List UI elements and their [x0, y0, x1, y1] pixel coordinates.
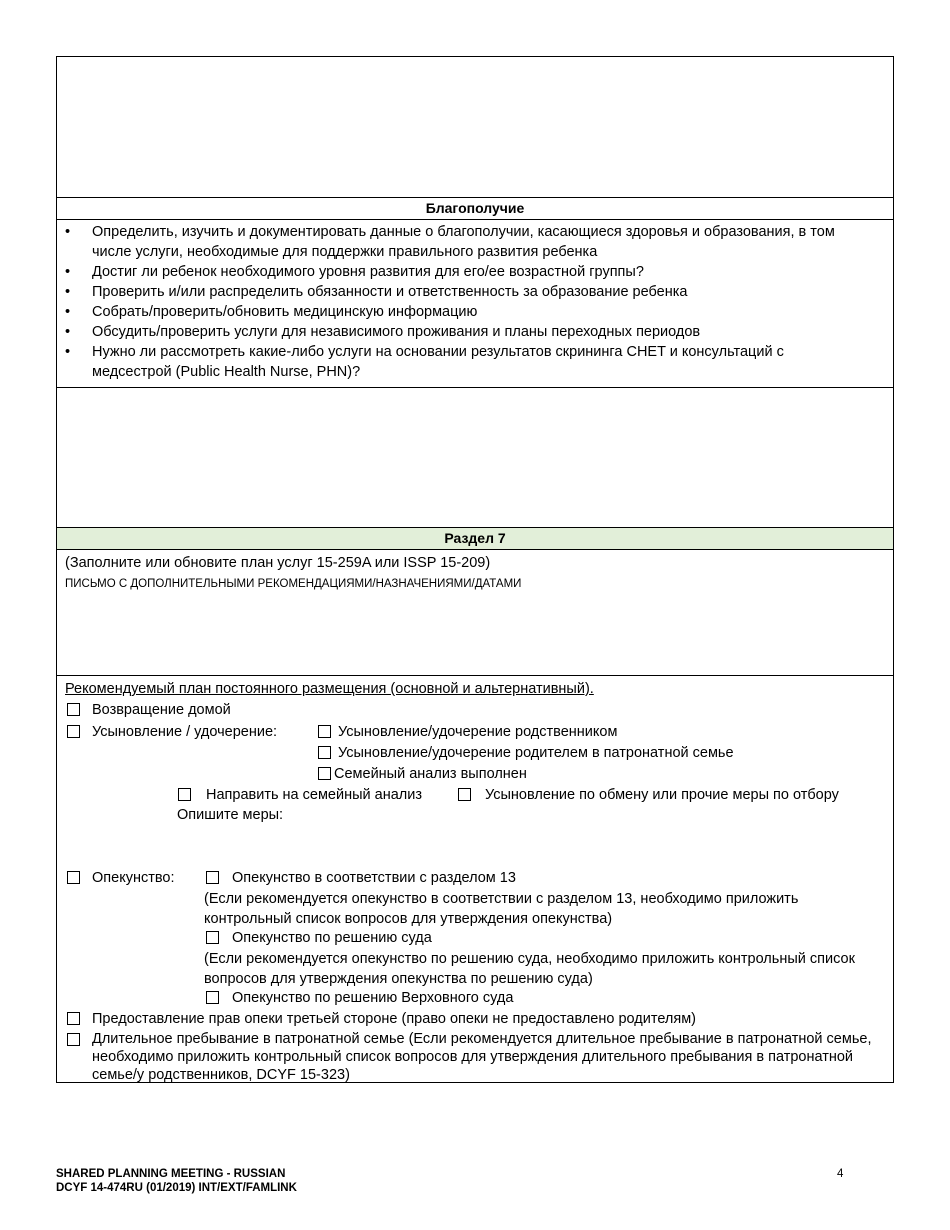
adoption-checkbox[interactable]	[67, 725, 80, 738]
third-party-custody-checkbox[interactable]	[67, 1012, 80, 1025]
permanent-plan-heading: Рекомендуемый план постоянного размещения (основной и альтернативный).	[65, 681, 594, 697]
list-item: • Нужно ли рассмотреть какие-либо услуги на основании результатов скрининга CHET и консультаций с медсестрой (Public Health Nurse, PHN)?	[57, 342, 863, 382]
guardianship-supreme-checkbox[interactable]	[206, 991, 219, 1004]
guardianship-court-label: Опекунство по решению суда	[232, 930, 432, 946]
divider	[57, 675, 893, 676]
guardianship-court-note: (Если рекомендуется опекунство по решению суда, необходимо приложить контрольный список вопросов для утверждения опекунства по решению суда)	[204, 951, 855, 987]
wellbeing-response-area[interactable]	[57, 388, 893, 527]
long-term-foster-checkbox[interactable]	[67, 1033, 80, 1046]
third-party-custody-label: Предоставление прав опеки третьей стороне (право опеки не предоставлено родителям)	[92, 1011, 697, 1027]
section7-instruction: (Заполните или обновите план услуг 15-259A или ISSP 15-209)	[65, 555, 491, 571]
footer-form-id: DCYF 14-474RU (01/2019) INT/EXT/FAMLINK	[56, 1182, 297, 1194]
long-term-foster-label: Длительное пребывание в патронатной семье (Если рекомендуется длительное пребывание в патронатной семье, необходимо приложить контрольный список вопросов для утверждения длительного пребывания в патронатной семье/у родственников, DCYF 15-323)	[92, 1031, 872, 1083]
family-analysis-done-checkbox[interactable]	[318, 767, 331, 780]
form-table	[56, 56, 894, 1083]
adoption-foster-label: Усыновление/удочерение родителем в патронатной семье	[338, 745, 734, 761]
adoption-label: Усыновление / удочерение:	[92, 724, 278, 740]
refer-family-analysis-label: Направить на семейный анализ	[206, 787, 422, 803]
exchange-adoption-label: Усыновление по обмену или прочие меры по отбору	[485, 787, 839, 803]
guardianship-13-label: Опекунство в соответствии с разделом 13	[232, 870, 516, 886]
list-item: • Проверить и/или распределить обязанности и ответственность за образование ребенка	[57, 282, 863, 302]
guardianship-court-checkbox[interactable]	[206, 931, 219, 944]
guardianship-label: Опекунство:	[92, 870, 175, 886]
list-item: • Собрать/проверить/обновить медицинскую информацию	[57, 302, 863, 322]
wellbeing-header: Благополучие	[425, 200, 525, 216]
footer-form-title: SHARED PLANNING MEETING - RUSSIAN	[56, 1168, 286, 1180]
describe-measures-response[interactable]	[57, 827, 893, 865]
list-item: • Обсудить/проверить услуги для независимого проживания и планы переходных периодов	[57, 322, 863, 342]
guardianship-13-checkbox[interactable]	[206, 871, 219, 884]
refer-family-analysis-checkbox[interactable]	[178, 788, 191, 801]
adoption-relative-checkbox[interactable]	[318, 725, 331, 738]
section7-header: Раздел 7	[57, 528, 893, 549]
list-item: • Определить, изучить и документировать данные о благополучии, касающиеся здоровья и образования, в том числе услуги, необходимые для поддержки правильного развития ребенка	[57, 222, 863, 262]
divider	[57, 219, 893, 220]
wellbeing-prior-response-area[interactable]	[57, 57, 893, 197]
guardianship-supreme-label: Опекунство по решению Верховного суда	[232, 990, 514, 1006]
return-home-label: Возвращение домой	[92, 702, 231, 718]
page-number: 4	[837, 1168, 844, 1180]
exchange-adoption-checkbox[interactable]	[458, 788, 471, 801]
letter-note: ПИСЬМО С ДОПОЛНИТЕЛЬНЫМИ РЕКОМЕНДАЦИЯМИ/НАЗНАЧЕНИЯМИ/ДАТАМИ	[65, 578, 522, 590]
section7-response-area[interactable]	[57, 597, 893, 675]
describe-measures-label: Опишите меры:	[177, 807, 284, 823]
adoption-relative-label: Усыновление/удочерение родственником	[338, 724, 618, 740]
family-analysis-done-label: Семейный анализ выполнен	[334, 766, 527, 782]
return-home-checkbox[interactable]	[67, 703, 80, 716]
divider	[57, 549, 893, 550]
guardianship-checkbox[interactable]	[67, 871, 80, 884]
adoption-foster-checkbox[interactable]	[318, 746, 331, 759]
list-item: • Достиг ли ребенок необходимого уровня развития для его/ее возрастной группы?	[57, 262, 863, 282]
wellbeing-bullet-list	[57, 222, 893, 382]
guardianship-13-note: (Если рекомендуется опекунство в соответствии с разделом 13, необходимо приложить контрольный список вопросов для утверждения опекунства)	[204, 891, 799, 927]
